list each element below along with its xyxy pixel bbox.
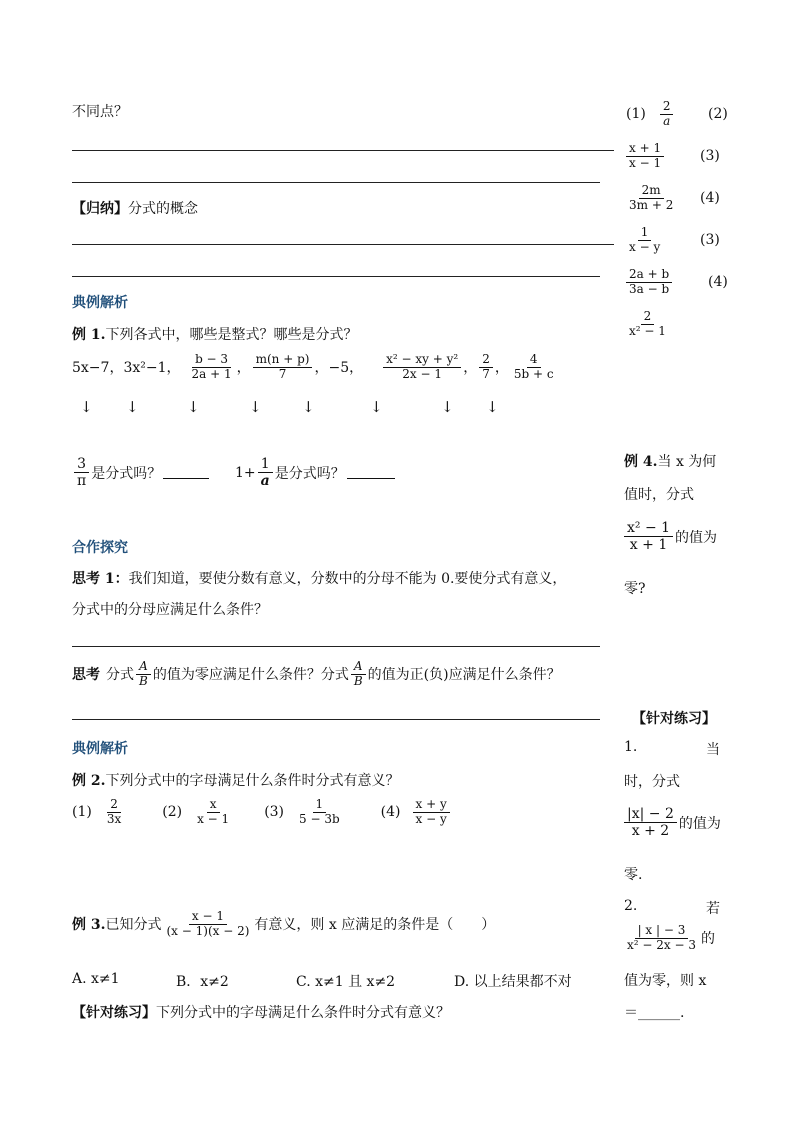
expr-sep: ， [494,360,509,377]
think-2-text: 分式 [106,667,134,684]
summary-label: 【归纳】 [72,201,128,217]
fraction: $\frac{| x | - 3}{\text{x² − 2x − 3}}$ [627,923,696,952]
practice-2-num: 2. [624,898,638,914]
fraction: $\frac{2a + b}{3a - b}$ [626,268,672,297]
fraction: $\frac{1}{a}$ [258,456,273,489]
fraction: $\frac{2m}{3m + 2}$ [629,183,674,212]
down-arrow: ↓ [249,398,262,416]
example-1-prompt [72,324,358,344]
example-2-label: 例 2. [72,773,106,789]
expr-sep: ， [314,360,329,377]
example-3-text: 已知分式 [105,917,162,934]
question-one-plus [235,456,395,489]
summary [72,198,198,218]
practice-2-line3: 值为零，则 x [624,973,707,989]
fraction: $\frac{1}{5 - 3b}$ [299,797,340,826]
fraction: $\frac{2}{\text{x² − 1}}$ [629,309,666,338]
fraction: $\frac{2}{a}$ [660,100,674,129]
item-tag: (2) [708,106,728,122]
section-heading: 典例解析 [72,741,128,757]
example-4-line2: 值时，分式 [624,487,694,503]
example-4-label: 例 4. [624,454,658,470]
item-tag: (3) [700,232,720,248]
think-1-line2: 分式中的分母应满足什么条件？ [72,602,268,618]
example-3-text: 有意义，则 x 应满足的条件是（ ） [254,917,496,934]
fraction: $\frac{\text{x² − xy + y²}}{2x - 1}$ [383,353,461,382]
item-tag: (1) [72,804,92,821]
example-1-label: 例 1. [72,327,106,343]
section-heading: 合作探究 [72,540,128,556]
summary-text: 分式的概念 [128,201,198,217]
down-arrow: ↓ [370,398,383,416]
down-arrow: ↓ [126,398,139,416]
example-3-label: 例 3. [72,917,106,934]
down-arrow: ↓ [441,398,454,416]
answer-blank[interactable] [347,466,395,479]
fraction: $\frac{A}{B}$ [136,660,151,689]
think-2 [72,660,561,689]
expr-item: −5， [328,360,364,377]
down-arrow: ↓ [302,398,315,416]
think-2-text: 的值为正(负)应满足什么条件？ [367,667,561,684]
example-2-prompt [72,770,400,790]
item-tag: (3) [264,804,285,821]
fraction: $\frac{4}{5b + c}$ [513,352,554,381]
right-frac-2 [624,142,666,171]
option-d[interactable]: D. 以上结果都不对 [454,974,572,990]
option-c[interactable]: C. x≠1 且 x≠2 [296,974,396,990]
fraction: $\frac{x - 1}{(x - 1)(x - 2)}$ [166,909,250,938]
practice-2-word: 若 [706,901,720,917]
example-4-fraction-line [622,520,717,553]
practice-2-fraction-line [622,924,715,953]
answer-line [72,646,600,647]
item-tag: (4) [708,274,728,290]
practice-1-text: 的值为 [678,815,721,832]
fraction: $\frac{b - 3}{2a + 1}$ [191,352,232,381]
think-1-label: 思考 1： [72,571,129,587]
expr-sep: ， [236,360,251,377]
practice-text: 下列分式中的字母满足什么条件时分式有意义？ [156,1005,450,1021]
answer-line [72,150,614,151]
example-4-line4: 零? [624,581,646,597]
practice-1-num: 1. [624,739,638,755]
think-1-text: 我们知道，要使分数有意义，分数中的分母不能为 0.要使分式有意义， [128,571,567,587]
expr-item: 5x−7， [72,360,124,377]
fraction: $\frac{|x| - 2}{x + 2}$ [624,806,677,839]
answer-line [72,276,600,277]
example-4-text: 当 x 为何 [657,454,717,470]
example-1-expressions [72,353,559,382]
right-frac-1 [626,100,675,129]
practice-2-line4[interactable]: ＝______. [624,1005,685,1021]
down-arrow: ↓ [187,398,200,416]
fraction: $\frac{2}{3x}$ [106,797,122,826]
item-tag: (1) [626,106,646,123]
practice-2-text: 的 [700,931,715,948]
fraction: $\frac{x + y}{x - y}$ [413,798,450,827]
practice-1-line4: 零. [624,867,643,883]
down-arrow: ↓ [80,398,93,416]
right-frac-6 [624,310,671,339]
fraction: $\frac{m(n + p)}{7}$ [253,353,313,382]
fraction: $\frac{x + 1}{x - 1}$ [626,142,664,171]
option-a[interactable]: A. x≠1 [72,971,120,987]
practice-1-line2: 时，分式 [624,774,680,790]
practice-bottom [72,1002,450,1022]
fraction: $\frac{2}{7}$ [479,353,493,382]
example-4-text: 的值为 [675,529,718,546]
answer-line [72,244,614,245]
answer-line [72,719,600,720]
fraction: $\frac{\text{x² − 1}}{x + 1}$ [624,520,673,553]
item-tag: (4) [380,804,401,821]
option-b[interactable]: B．x≠2 [176,974,229,990]
item-tag: (2) [162,804,183,821]
practice-label: 【针对练习】 [72,1005,156,1021]
question-text: 是分式吗？ [91,465,162,482]
fraction: $\frac{3}{\pi}$ [74,456,89,489]
right-frac-4 [624,226,665,255]
example-1-text: 下列各式中，哪些是整式？哪些是分式？ [105,327,358,343]
item-tag: (3) [700,148,720,164]
example-2-items [72,798,452,827]
section-heading: 典例解析 [72,295,128,311]
fraction: $\frac{x}{x - 1}$ [197,797,230,826]
practice-1-word: 当 [706,742,720,758]
down-arrow: ↓ [486,398,499,416]
question-pi [72,456,209,489]
right-frac-5 [624,268,674,297]
practice-label-right: 【针对练习】 [632,711,716,727]
think-1-line1 [72,568,566,588]
fraction: $\frac{A}{B}$ [351,660,366,689]
example-4-line1 [624,451,722,471]
expr-sep: ， [463,360,478,377]
example-2-text: 下列分式中的字母满足什么条件时分式有意义？ [105,773,400,789]
question-text: 是分式吗？ [274,465,345,482]
expr-item: 3x²−1， [123,360,181,377]
think-2-label: 思考 [72,667,100,684]
item-tag: (4) [700,190,720,206]
expr-prefix: 1+ [235,464,256,481]
practice-1-fraction-line [622,806,721,839]
right-frac-3 [624,184,678,213]
example-3-prompt [72,910,495,939]
answer-line [72,182,600,183]
think-2-text: 的值为零应满足什么条件？分式 [152,667,349,684]
fraction: $\frac{1}{x - y}$ [629,225,661,254]
answer-blank[interactable] [163,466,209,479]
intro-fragment: 不同点？ [72,104,128,120]
